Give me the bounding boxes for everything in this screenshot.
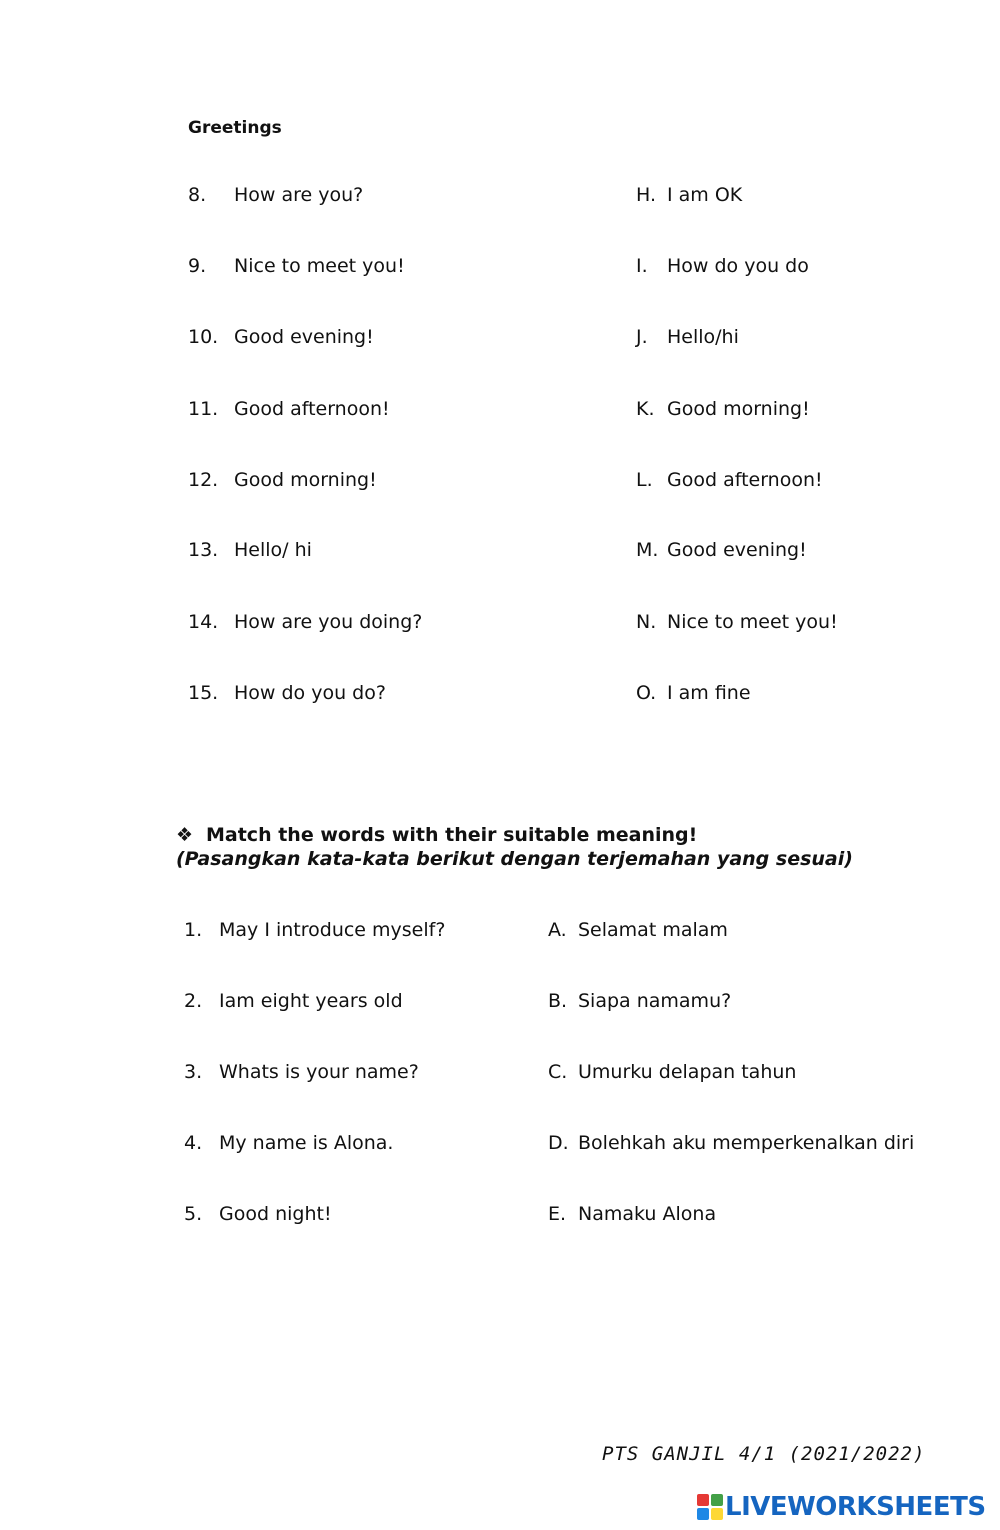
logo-square bbox=[697, 1508, 709, 1520]
item-text: Good afternoon! bbox=[667, 469, 823, 491]
item-text: How do you do bbox=[667, 255, 809, 277]
item-text: Siapa namamu? bbox=[578, 990, 732, 1012]
item-text: I am fine bbox=[667, 682, 751, 704]
item-text: Good evening! bbox=[667, 539, 807, 561]
item-letter: I. bbox=[636, 255, 648, 277]
item-number: 13. bbox=[188, 539, 219, 561]
item-number: 11. bbox=[188, 398, 219, 420]
item-number: 14. bbox=[188, 611, 219, 633]
item-text: Good evening! bbox=[234, 326, 374, 348]
item-text: How are you doing? bbox=[234, 611, 423, 633]
item-letter: K. bbox=[636, 398, 655, 420]
item-number: 5. bbox=[184, 1203, 203, 1225]
item-text: Iam eight years old bbox=[219, 990, 403, 1012]
item-letter: A. bbox=[548, 919, 567, 941]
item-number: 1. bbox=[184, 919, 203, 941]
item-number: 3. bbox=[184, 1061, 203, 1083]
item-number: 9. bbox=[188, 255, 207, 277]
item-letter: H. bbox=[636, 184, 656, 206]
item-text: May I introduce myself? bbox=[219, 919, 446, 941]
item-letter: N. bbox=[636, 611, 657, 633]
item-text: Good morning! bbox=[234, 469, 377, 491]
liveworksheets-logo-icon bbox=[697, 1494, 723, 1520]
item-letter: M. bbox=[636, 539, 659, 561]
item-text: Good morning! bbox=[667, 398, 810, 420]
item-number: 4. bbox=[184, 1132, 203, 1154]
item-letter: C. bbox=[548, 1061, 568, 1083]
item-text: Nice to meet you! bbox=[667, 611, 838, 633]
item-letter: D. bbox=[548, 1132, 569, 1154]
diamond-bullet-icon: ❖ bbox=[176, 824, 194, 846]
instruction-translation: (Pasangkan kata-kata berikut dengan terjemahan yang sesuai) bbox=[176, 848, 853, 870]
item-number: 12. bbox=[188, 469, 219, 491]
item-number: 2. bbox=[184, 990, 203, 1012]
logo-square bbox=[711, 1494, 723, 1506]
item-text: Nice to meet you! bbox=[234, 255, 405, 277]
item-text: How are you? bbox=[234, 184, 364, 206]
item-letter: E. bbox=[548, 1203, 567, 1225]
item-letter: J. bbox=[636, 326, 648, 348]
item-letter: O. bbox=[636, 682, 657, 704]
item-text: Namaku Alona bbox=[578, 1203, 717, 1225]
item-letter: L. bbox=[636, 469, 653, 491]
item-text: Good afternoon! bbox=[234, 398, 390, 420]
item-text: Hello/ hi bbox=[234, 539, 312, 561]
item-text: I am OK bbox=[667, 184, 743, 206]
item-text: Good night! bbox=[219, 1203, 332, 1225]
item-number: 10. bbox=[188, 326, 219, 348]
logo-text: LIVEWORKSHEETS bbox=[725, 1492, 986, 1522]
item-text: Hello/hi bbox=[667, 326, 739, 348]
item-number: 15. bbox=[188, 682, 219, 704]
section-title: Greetings bbox=[188, 118, 282, 138]
item-letter: B. bbox=[548, 990, 568, 1012]
instruction-text: Match the words with their suitable meaning! bbox=[206, 824, 698, 846]
item-text: Umurku delapan tahun bbox=[578, 1061, 797, 1083]
item-number: 8. bbox=[188, 184, 207, 206]
logo-square bbox=[697, 1494, 709, 1506]
item-text: How do you do? bbox=[234, 682, 386, 704]
item-text: Selamat malam bbox=[578, 919, 728, 941]
liveworksheets-logo[interactable] bbox=[697, 1492, 986, 1522]
instruction-heading bbox=[176, 824, 697, 846]
item-text: Bolehkah aku memperkenalkan diri bbox=[578, 1132, 915, 1154]
item-text: My name is Alona. bbox=[219, 1132, 394, 1154]
logo-square bbox=[711, 1508, 723, 1520]
footer-exam-label: PTS GANJIL 4/1 (2021/2022) bbox=[602, 1443, 926, 1465]
item-text: Whats is your name? bbox=[219, 1061, 419, 1083]
